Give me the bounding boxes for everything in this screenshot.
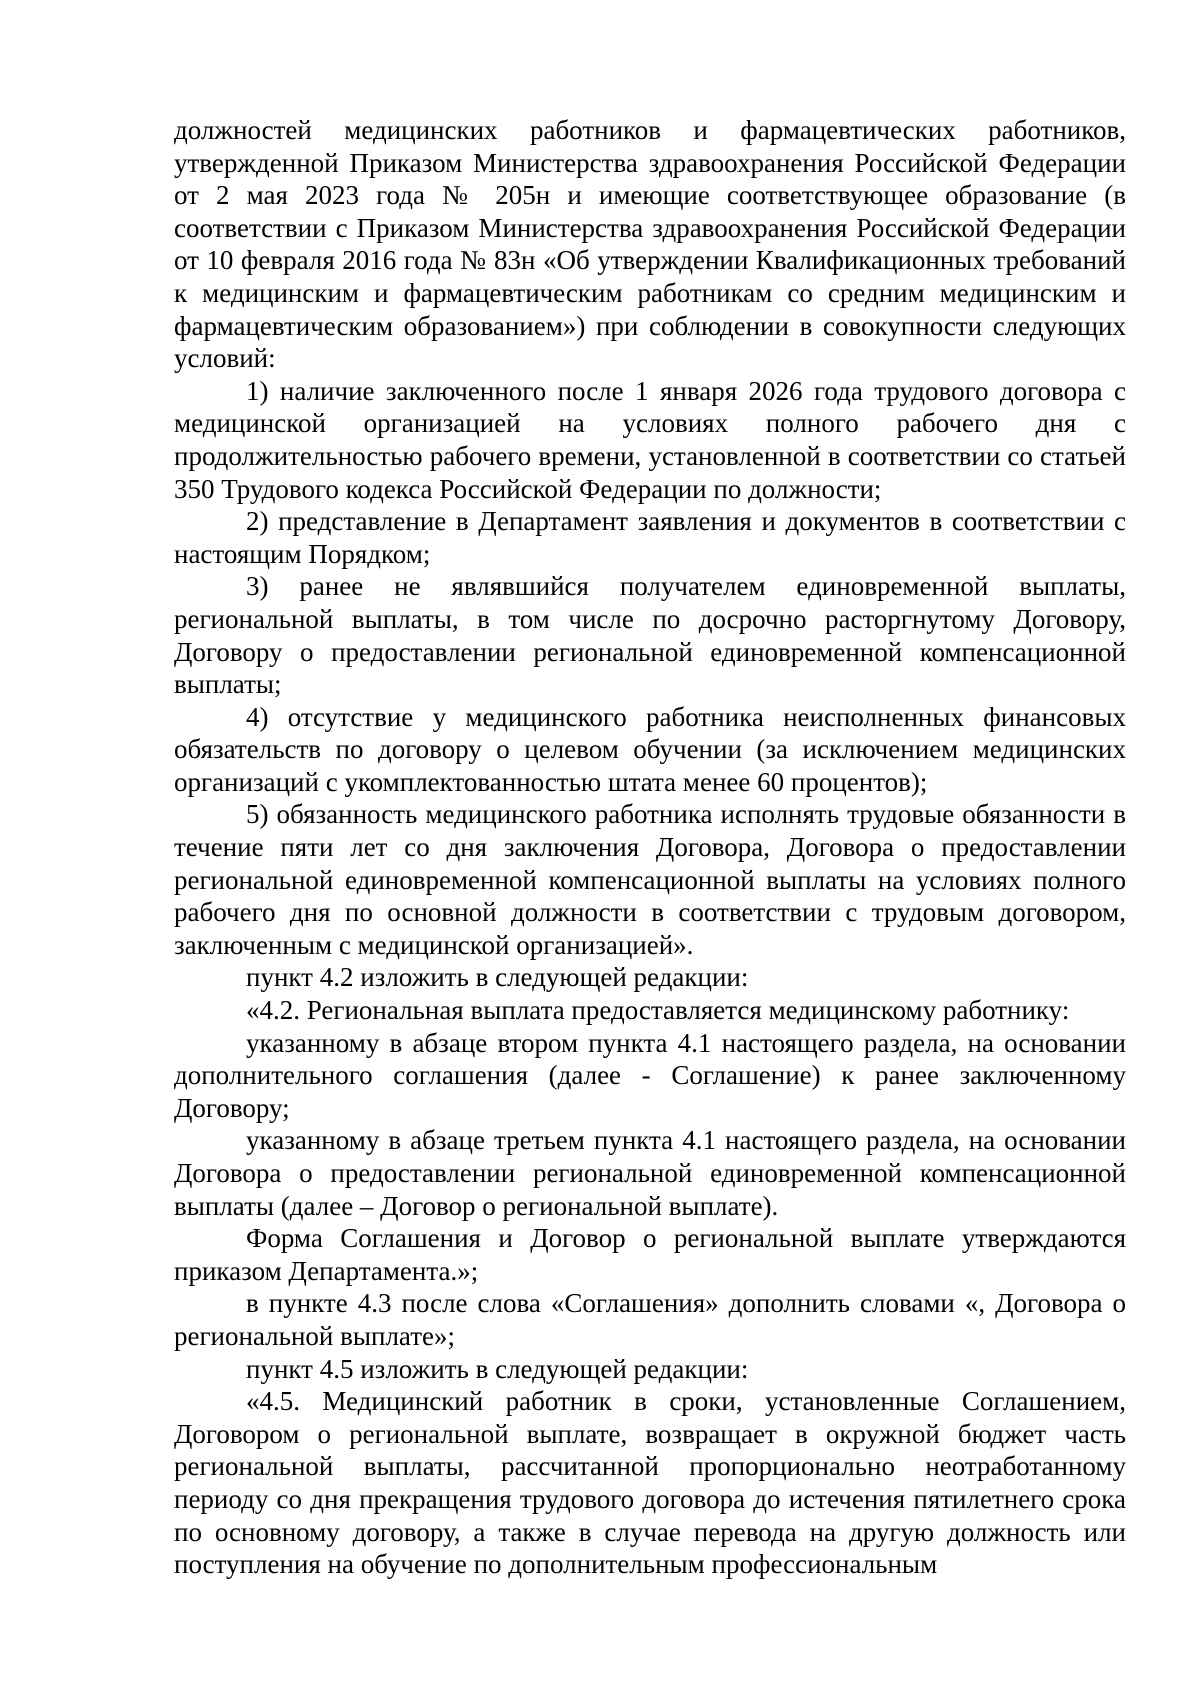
document-body [174,114,1126,1581]
paragraph-amend-4-2: пункт 4.2 изложить в следующей редакции: [246,962,749,993]
paragraph-condition-3: 3) ранее не являвшийся получателем единовременной выплаты, региональной выплаты, в том числе по досрочно расторгнутому Договору, Договору о предоставлении региональной единовременной компенсационной выплаты; [174,571,1126,700]
paragraph-condition-4: 4) отсутствие у медицинского работника неисполненных финансовых обязательств по договору о целевом обучении (за исключением медицинских организаций с укомплектованностью штата менее 60 процентов); [174,701,1126,797]
paragraph-condition-5: 5) обязанность медицинского работника исполнять трудовые обязанности в течение пяти лет со дня заключения Договора, Договора о предоставлении региональной единовременной компенсационной выплаты на условиях полного рабочего дня по основной должности в соответствии с трудовым договором, заключенным с медицинской организацией». [174,799,1126,960]
paragraph-4-2-item-third: указанному в абзаце третьем пункта 4.1 настоящего раздела, на основании Договора о предоставлении региональной единовременной компенсационной выплаты (далее – Договор о региональной выплате). [174,1125,1126,1221]
paragraph-eligibility-intro: должностей медицинских работников и фармацевтических работников, утвержденной Приказом Министерства здравоохранения Российской Федерации от 2 мая 2023 года № 205н и имеющие соответствующее образование (в соответствии с Приказом Министерства здравоохранения Российской Федерации от 10 февраля 2016 года № 83н «Об утверждении Квалификационных требований к медицинским и фармацевтическим работникам со средним медицинским и фармацевтическим образованием») при соблюдении в совокупности следующих условий: [174,115,1126,374]
paragraph-amend-4-3: в пункте 4.3 после слова «Соглашения» дополнить словами «, Договора о региональной выплате»; [174,1288,1126,1351]
paragraph-condition-2: 2) представление в Департамент заявления и документов в соответствии с настоящим Порядком; [174,506,1126,569]
paragraph-4-2-text: «4.2. Региональная выплата предоставляется медицинскому работнику: [246,995,1070,1026]
paragraph-agreement-forms: Форма Соглашения и Договор о региональной выплате утверждаются приказом Департамента.»; [174,1223,1126,1286]
paragraph-4-5-text: «4.5. Медицинский работник в сроки, установленные Соглашением, Договором о региональной выплате, возвращает в окружной бюджет часть региональной выплаты, рассчитанной пропорционально неотработанному периоду со дня прекращения трудового договора до истечения пятилетнего срока по основному договору, а также в случае перевода на другую должность или поступления на обучение по дополнительным профессиональным [174,1386,1126,1580]
paragraph-amend-4-5: пункт 4.5 изложить в следующей редакции: [246,1353,749,1384]
paragraph-4-2-item-second: указанному в абзаце втором пункта 4.1 настоящего раздела, на основании дополнительного соглашения (далее - Соглашение) к ранее заключенному Договору; [174,1027,1126,1123]
paragraph-condition-1: 1) наличие заключенного после 1 января 2026 года трудового договора с медицинской организацией на условиях полного рабочего дня с продолжительностью рабочего времени, установленной в соответствии со статьей 350 Трудового кодекса Российской Федерации по должности; [174,375,1126,504]
